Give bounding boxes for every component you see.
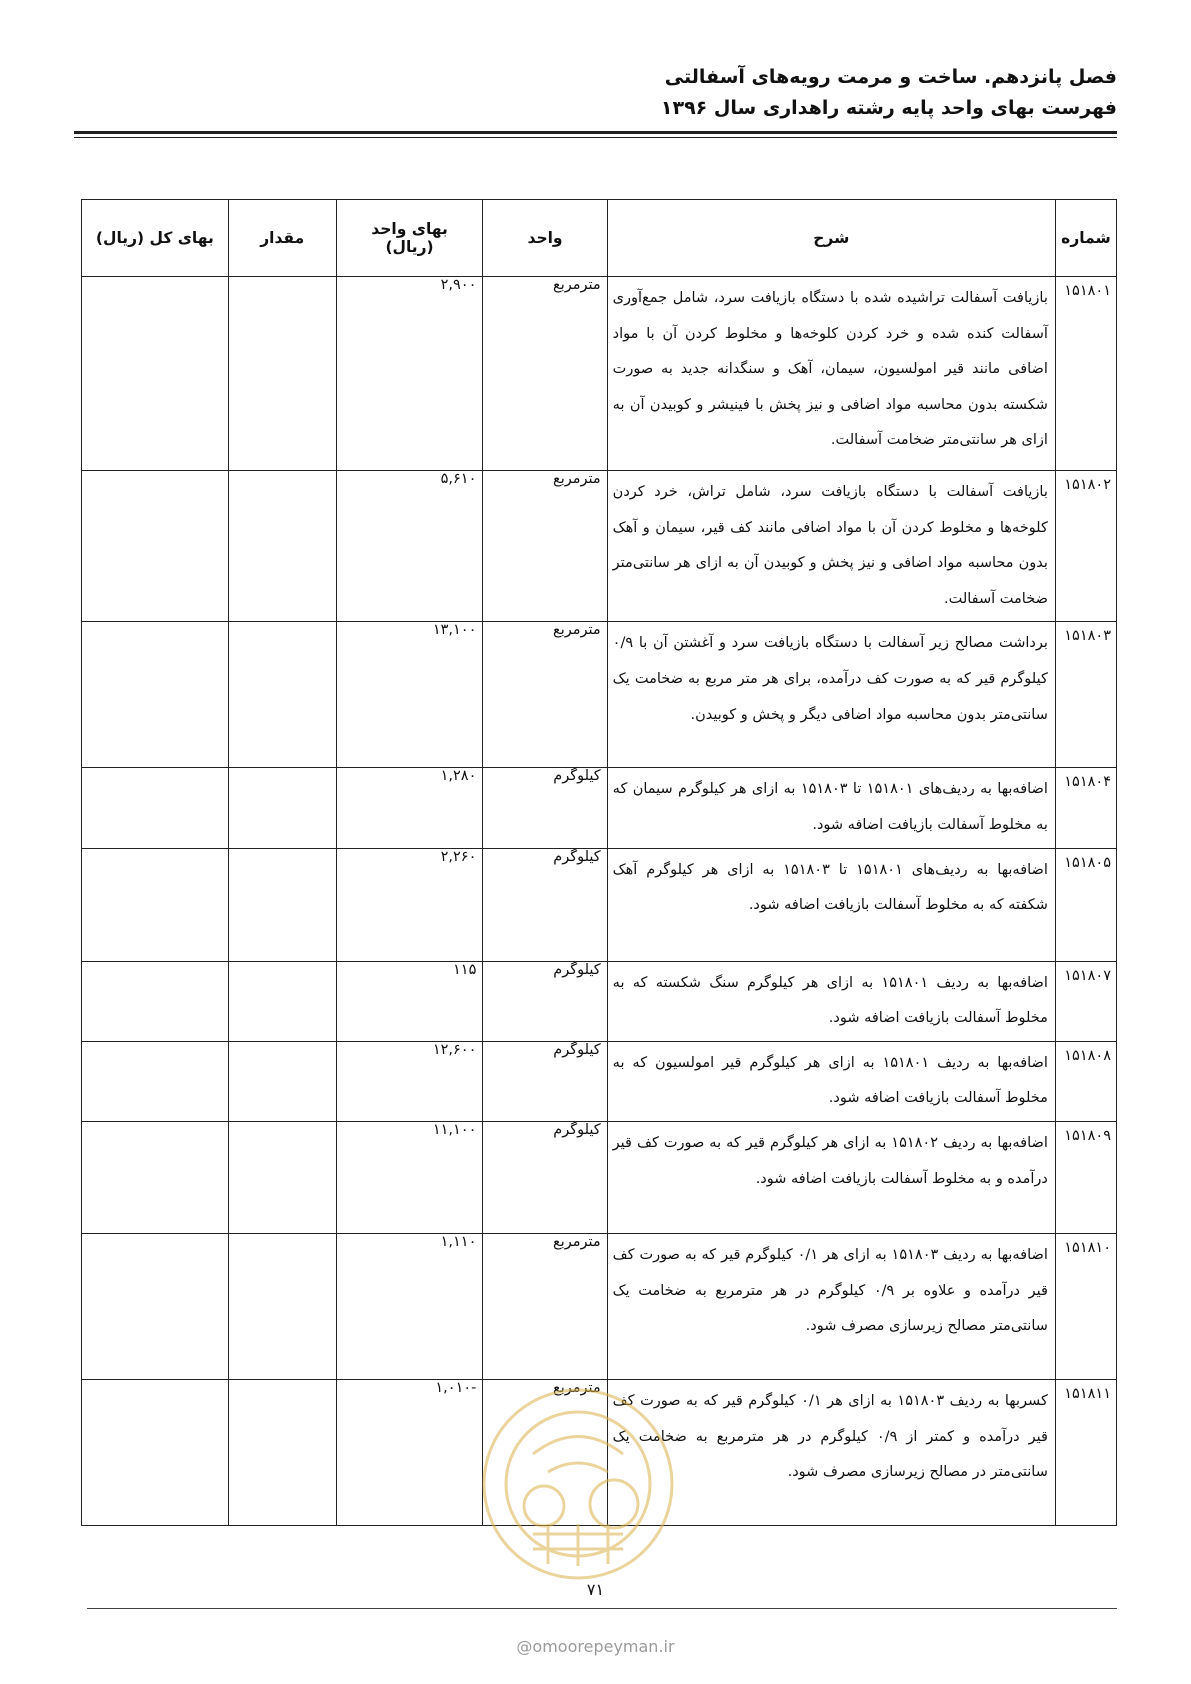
page-number: ۷۱ — [586, 1580, 605, 1599]
item-unit-price: ۱,۲۸۰ — [336, 768, 483, 848]
item-unit: کیلوگرم — [483, 848, 607, 961]
item-unit: مترمربع — [483, 277, 607, 471]
table-row — [82, 1041, 1117, 1121]
item-total-price — [82, 277, 229, 471]
item-description: اضافه‌بها به ردیف‌های ۱۵۱۸۰۱ تا ۱۵۱۸۰۳ به ازای هر کیلوگرم آهک شکفته که به مخلوط آسفالت بازیافت اضافه شود. — [607, 848, 1055, 961]
item-code: ۱۵۱۸۰۱ — [1055, 277, 1116, 471]
item-unit: مترمربع — [483, 471, 607, 622]
chapter-title: فصل پانزدهم. ساخت و مرمت رویه‌های آسفالتی — [664, 66, 1117, 88]
item-code: ۱۵۱۸۰۸ — [1055, 1041, 1116, 1121]
item-code: ۱۵۱۸۰۴ — [1055, 768, 1116, 848]
item-unit-price: -۱,۰۱۰ — [336, 1379, 483, 1525]
column-header-quantity: مقدار — [228, 200, 336, 277]
item-description: اضافه‌بها به ردیف ۱۵۱۸۰۳ به ازای هر ۰/۱ کیلوگرم قیر که به صورت کف قیر درآمده و علاوه بر ۰/۹ کیلوگرم در هر مترمربع به ضخامت یک سانتی‌متر مصالح زیرسازی مصرف شود. — [607, 1233, 1055, 1379]
item-quantity — [228, 1233, 336, 1379]
item-total-price — [82, 471, 229, 622]
unit-price-header-line2: (ریال) — [385, 238, 434, 256]
item-description: بازیافت آسفالت تراشیده شده با دستگاه بازیافت سرد، شامل جمع‌آوری آسفالت کنده شده و خرد کردن کلوخه‌ها و مخلوط کردن آن با مواد اضافی مانند قیر امولسیون، سیمان، آهک و سنگدانه جدید به صورت شکسته بدون محاسبه مواد اضافی و نیز پخش با فینیشر و کوبیدن آن به ازای هر سانتی‌متر ضخامت آسفالت. — [607, 277, 1055, 471]
item-total-price — [82, 1041, 229, 1121]
item-unit: کیلوگرم — [483, 961, 607, 1041]
item-unit: مترمربع — [483, 1379, 607, 1525]
item-code: ۱۵۱۸۰۹ — [1055, 1121, 1116, 1233]
watermark-text: @omoorepeyman.ir — [516, 1637, 675, 1656]
table-row — [82, 848, 1117, 961]
item-unit-price: ۲,۹۰۰ — [336, 277, 483, 471]
item-unit-price: ۱۱۵ — [336, 961, 483, 1041]
item-unit-price: ۱۲,۶۰۰ — [336, 1041, 483, 1121]
table-row — [82, 1121, 1117, 1233]
item-unit: مترمربع — [483, 1233, 607, 1379]
item-unit-price: ۱۳,۱۰۰ — [336, 622, 483, 768]
column-header-unit-price — [336, 200, 483, 277]
item-unit: کیلوگرم — [483, 1041, 607, 1121]
item-quantity — [228, 1379, 336, 1525]
page-header — [74, 62, 1117, 124]
item-quantity — [228, 961, 336, 1041]
item-unit: مترمربع — [483, 622, 607, 768]
item-code: ۱۵۱۸۰۷ — [1055, 961, 1116, 1041]
table-row — [82, 1233, 1117, 1379]
item-unit-price: ۱۱,۱۰۰ — [336, 1121, 483, 1233]
item-unit-price: ۵,۶۱۰ — [336, 471, 483, 622]
item-description: اضافه‌بها به ردیف ۱۵۱۸۰۲ به ازای هر کیلوگرم قیر که به صورت کف قیر درآمده و به مخلوط آسفالت بازیافت اضافه شود. — [607, 1121, 1055, 1233]
table-row — [82, 1379, 1117, 1525]
item-quantity — [228, 1041, 336, 1121]
item-description: برداشت مصالح زیر آسفالت با دستگاه بازیافت سرد و آغشتن آن با ۰/۹ کیلوگرم قیر که به صورت کف درآمده، برای هر متر مربع به ضخامت یک سانتی‌متر بدون محاسبه مواد اضافی دیگر و پخش و کوبیدن. — [607, 622, 1055, 768]
footer-rule — [87, 1608, 1117, 1609]
item-total-price — [82, 848, 229, 961]
item-total-price — [82, 622, 229, 768]
item-unit-price: ۲,۲۶۰ — [336, 848, 483, 961]
item-description: اضافه‌بها به ردیف ۱۵۱۸۰۱ به ازای هر کیلوگرم سنگ شکسته که به مخلوط آسفالت بازیافت اضافه شود. — [607, 961, 1055, 1041]
item-code: ۱۵۱۸۱۰ — [1055, 1233, 1116, 1379]
unit-price-header-line1: بهای واحد — [371, 220, 448, 238]
item-unit: کیلوگرم — [483, 1121, 607, 1233]
item-total-price — [82, 1233, 229, 1379]
item-total-price — [82, 961, 229, 1041]
item-quantity — [228, 471, 336, 622]
item-total-price — [82, 1379, 229, 1525]
column-header-total-price: بهای کل (ریال) — [82, 200, 229, 277]
item-code: ۱۵۱۸۱۱ — [1055, 1379, 1116, 1525]
item-code: ۱۵۱۸۰۵ — [1055, 848, 1116, 961]
price-list-title: فهرست بهای واحد پایه رشته راهداری سال ۱۳۹۶ — [660, 97, 1117, 119]
table-row — [82, 622, 1117, 768]
table-row — [82, 768, 1117, 848]
header-rule-thick — [74, 131, 1117, 134]
table-row — [82, 277, 1117, 471]
item-code: ۱۵۱۸۰۲ — [1055, 471, 1116, 622]
column-header-code: شماره — [1055, 200, 1116, 277]
seal-grid — [533, 1524, 623, 1566]
price-table — [81, 199, 1117, 1526]
item-total-price — [82, 768, 229, 848]
item-description: بازیافت آسفالت با دستگاه بازیافت سرد، شامل تراش، خرد کردن کلوخه‌ها و مخلوط کردن آن با مواد اضافی مانند کف قیر، سیمان و آهک بدون محاسبه مواد اضافی و نیز پخش و کوبیدن آن به ازای هر سانتی‌متر ضخامت آسفالت. — [607, 471, 1055, 622]
item-description: اضافه‌بها به ردیف ۱۵۱۸۰۱ به ازای هر کیلوگرم قیر امولسیون که به مخلوط آسفالت بازیافت اضافه شود. — [607, 1041, 1055, 1121]
item-unit-price: ۱,۱۱۰ — [336, 1233, 483, 1379]
item-unit: کیلوگرم — [483, 768, 607, 848]
table-row — [82, 961, 1117, 1041]
table-row — [82, 471, 1117, 622]
item-description: کسربها به ردیف ۱۵۱۸۰۳ به ازای هر ۰/۱ کیلوگرم قیر که به صورت کف قیر درآمده و کمتر از ۰/۹ کیلوگرم در هر مترمربع به ضخامت یک سانتی‌متر در مصالح زیرسازی مصرف شود. — [607, 1379, 1055, 1525]
item-code: ۱۵۱۸۰۳ — [1055, 622, 1116, 768]
item-quantity — [228, 622, 336, 768]
table-header-row — [82, 200, 1117, 277]
column-header-unit: واحد — [483, 200, 607, 277]
item-quantity — [228, 768, 336, 848]
column-header-description: شرح — [607, 200, 1055, 277]
header-rule-thin — [74, 137, 1117, 138]
item-description: اضافه‌بها به ردیف‌های ۱۵۱۸۰۱ تا ۱۵۱۸۰۳ به ازای هر کیلوگرم سیمان که به مخلوط آسفالت بازیافت اضافه شود. — [607, 768, 1055, 848]
item-total-price — [82, 1121, 229, 1233]
item-quantity — [228, 1121, 336, 1233]
item-quantity — [228, 848, 336, 961]
item-quantity — [228, 277, 336, 471]
